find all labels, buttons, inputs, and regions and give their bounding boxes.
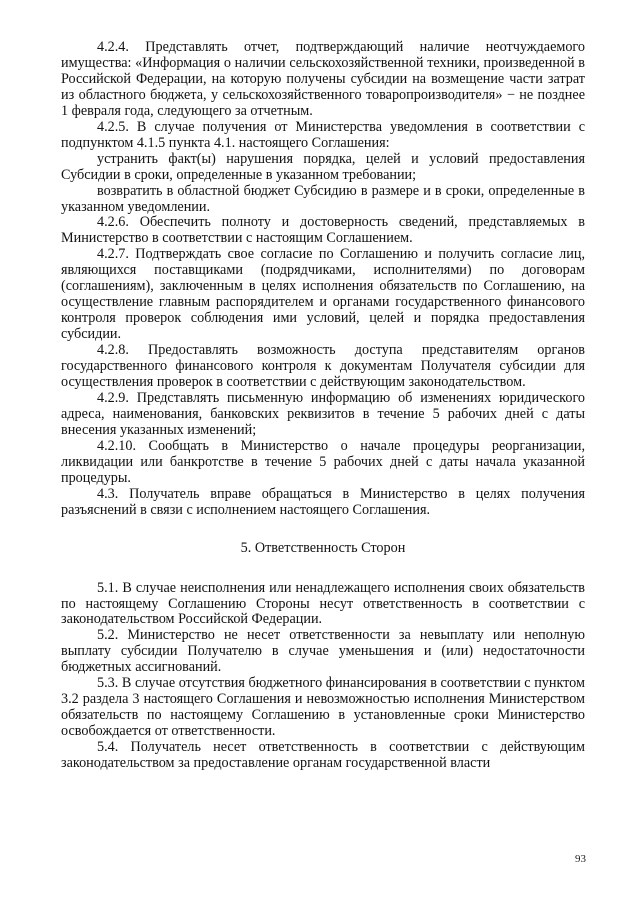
paragraph-5-1: 5.1. В случае неисполнения или ненадлежащего исполнения своих обязательств по настоящему Соглашению Стороны несут ответственность в соответствии с законодательством Российской Федерации. — [61, 579, 585, 628]
paragraph-5-2: 5.2. Министерство не несет ответственности за невыплату или неполную выплату субсидии Получателю в случае уменьшения и (или) недостаточности бюджетных ассигнований. — [61, 627, 585, 676]
document-page — [61, 40, 585, 772]
paragraph-5-4: 5.4. Получатель несет ответственность в соответствии с действующим законодательством за предоставление органам государственной власти — [61, 739, 585, 772]
paragraph-4-2-4: 4.2.4. Представлять отчет, подтверждающий наличие неотчуждаемого имущества: «Информация о наличии сельскохозяйственной техники, произведенной в Российской Федерации, на которую получены субсидии на возмещение части затрат из областного бюджета, у сельскохозяйственного товаропроизводителя» − не позднее 1 февраля года, следующего за отчетным. — [61, 39, 585, 119]
paragraph-4-2-7: 4.2.7. Подтверждать свое согласие по Соглашению и получить согласие лиц, являющихся поставщиками (подрядчиками, исполнителями) по договорам (соглашениям), заключенным в целях исполнения обязательств по Соглашению, на осуществление главным распорядителем и органами государственного финансового контроля проверок соблюдения ими условий, целей и порядка предоставления субсидии. — [61, 246, 585, 343]
page-number: 93 — [575, 853, 586, 865]
section-heading: 5. Ответственность Сторон — [240, 539, 406, 556]
paragraph-4-2-5: 4.2.5. В случае получения от Министерства уведомления в соответствии с подпунктом 4.1.5 пункта 4.1. настоящего Соглашения: — [61, 118, 585, 151]
paragraph-4-2-8: 4.2.8. Предоставлять возможность доступа представителям органов государственного финансового контроля к документам Получателя субсидии для осуществления проверок в соответствии с действующим законодательством. — [61, 342, 585, 391]
paragraph-4-2-9: 4.2.9. Представлять письменную информацию об изменениях юридического адреса, наименования, банковских реквизитов в течение 5 рабочих дней с даты внесения указанных изменений; — [61, 389, 585, 438]
paragraph-4-2-10: 4.2.10. Сообщать в Министерство о начале процедуры реорганизации, ликвидации или банкротстве в течение 5 рабочих дней с даты начала указанной процедуры. — [61, 437, 585, 486]
paragraph-4-2-5-item-1: устранить факт(ы) нарушения порядка, целей и условий предоставления Субсидии в сроки, определенные в указанном требовании; — [61, 150, 585, 183]
paragraph-4-2-6: 4.2.6. Обеспечить полноту и достоверность сведений, представляемых в Министерство в соответствии с настоящим Соглашением. — [61, 214, 585, 247]
paragraph-4-3: 4.3. Получатель вправе обращаться в Министерство в целях получения разъяснений в связи с исполнением настоящего Соглашения. — [61, 485, 585, 518]
paragraph-5-3: 5.3. В случае отсутствия бюджетного финансирования в соответствии с пунктом 3.2 раздела 3 настоящего Соглашения и невозможностью исполнения Министерством обязательств по настоящему Соглашению в установленные сроки Министерство освобождается от ответственности. — [61, 675, 585, 740]
paragraph-4-2-5-item-2: возвратить в областной бюджет Субсидию в размере и в сроки, определенные в указанном уведомлении. — [61, 182, 585, 215]
